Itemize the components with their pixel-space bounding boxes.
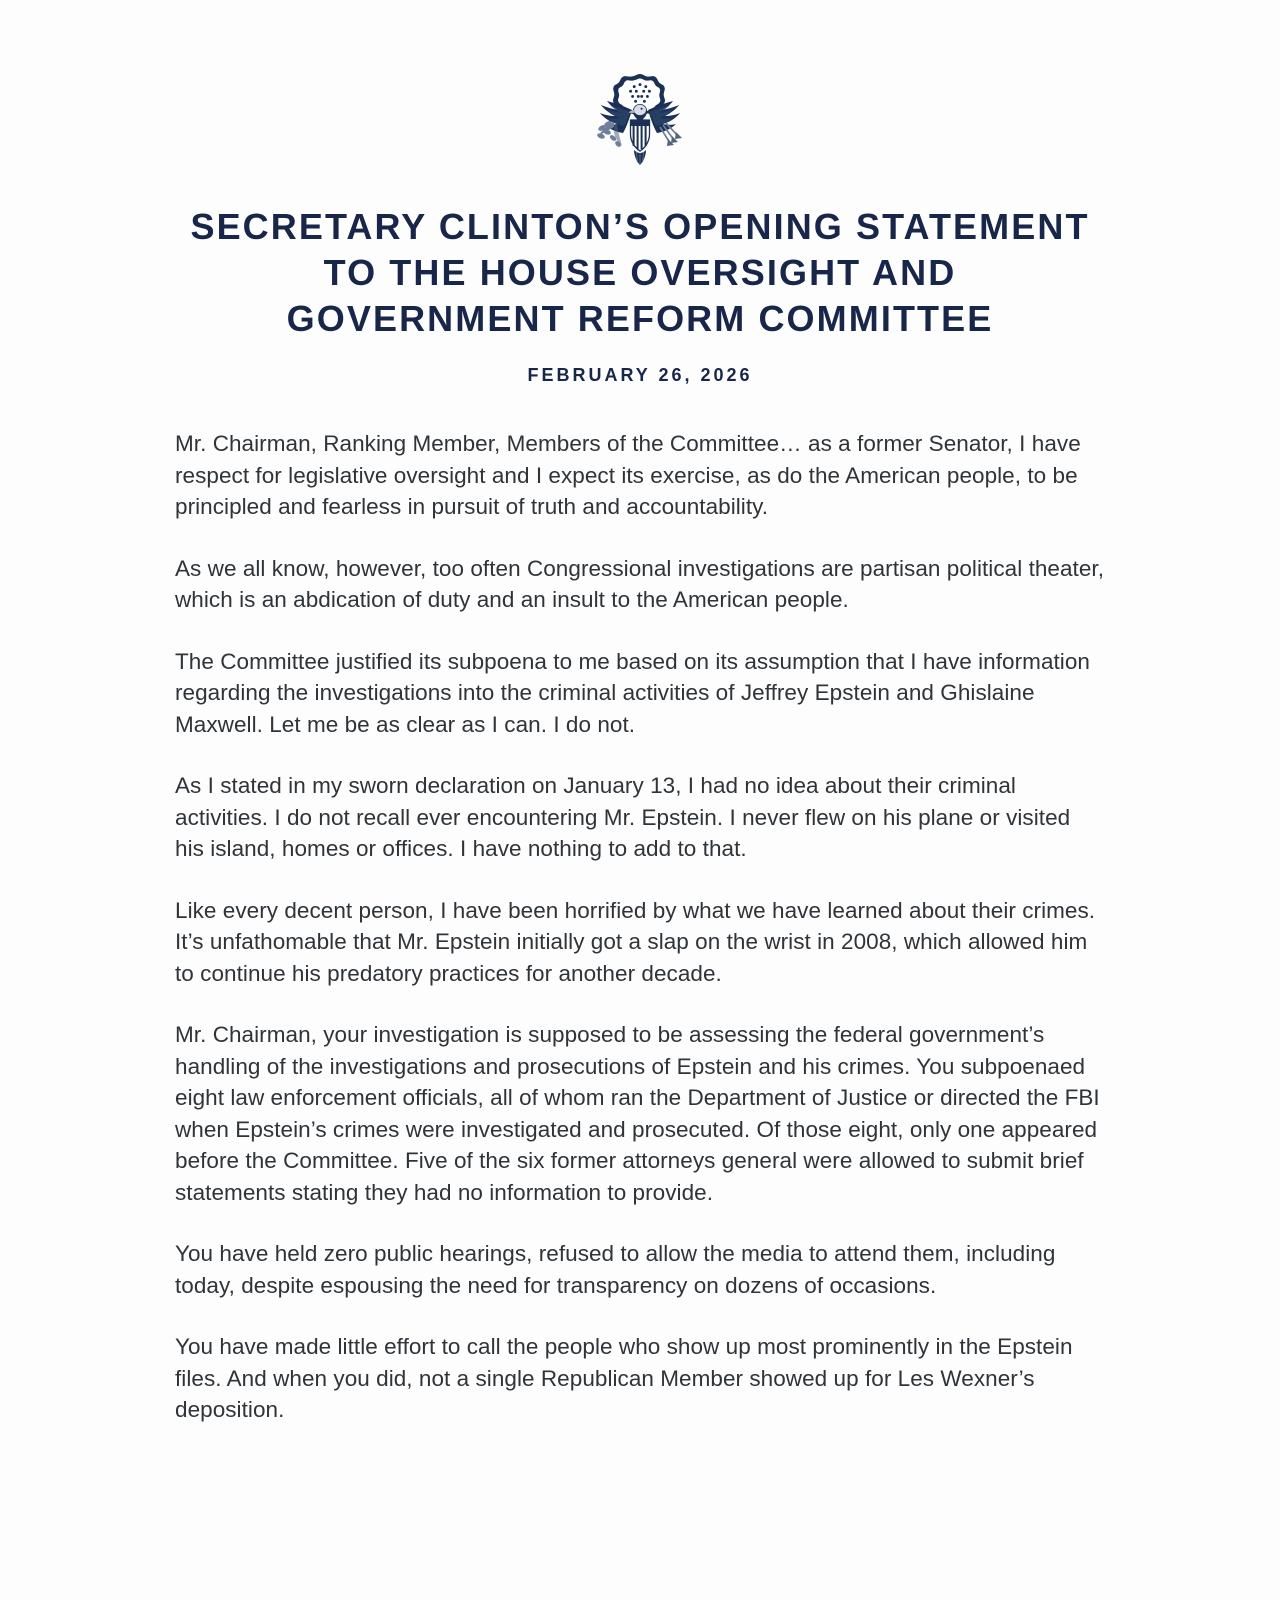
statement-paragraph: You have held zero public hearings, refused to allow the media to attend them, including today, despite espousing the need for transparency on dozens of occasions.: [175, 1241, 1056, 1298]
statement-paragraph: Like every decent person, I have been horrified by what we have learned about their crimes. It’s unfathomable that Mr. Epstein initially got a slap on the wrist in 2008, which allowed him to continue his predatory practices for another decade.: [175, 897, 1096, 986]
statement-date: FEBRUARY 26, 2026: [527, 365, 753, 385]
statement-paragraph: You have made little effort to call the people who show up most prominently in the Epstein files. And when you did, not a single Republican Member showed up for Les Wexner’s deposition.: [175, 1334, 1073, 1422]
seal-container: [0, 0, 1280, 170]
statement-paragraph: The Committee justified its subpoena to me based on its assumption that I have information regarding the investigations into the criminal activities of Jeffrey Epstein and Ghislaine Maxwell. Let me be as clear as I can. I do not.: [175, 648, 1090, 737]
statement-body: [175, 386, 1105, 1426]
statement-paragraph: As we all know, however, too often Congressional investigations are partisan political theater, which is an abdication of duty and an insult to the American people.: [175, 555, 1105, 612]
great-seal-eagle-icon: [584, 66, 696, 170]
title-block: [0, 204, 1280, 386]
statement-paragraph: Mr. Chairman, Ranking Member, Members of the Committee… as a former Senator, I have respect for legislative oversight and I expect its exercise, as do the American people, to be principled and fearless in pursuit of truth and accountability.: [175, 431, 1081, 519]
statement-paragraph: As I stated in my sworn declaration on January 13, I had no idea about their criminal activities. I do not recall ever encountering Mr. Epstein. I never flew on his plane or visited his island, homes or offices. I have nothing to add to that.: [175, 773, 1071, 861]
page-title: SECRETARY CLINTON’S OPENING STATEMENT TO THE HOUSE OVERSIGHT AND GOVERNMENT REFORM COMMITTEE: [190, 206, 1090, 339]
statement-paragraph: Mr. Chairman, your investigation is supposed to be assessing the federal government’s handling of the investigations and prosecutions of Epstein and his crimes. You subpoenaed eight law enforcement officials, all of whom ran the Department of Justice or directed the FBI when Epstein’s crimes were investigated and prosecuted. Of those eight, only one appeared before the Committee. Five of the six former attorneys general were allowed to submit brief statements stating they had no information to provide.: [175, 1022, 1100, 1205]
